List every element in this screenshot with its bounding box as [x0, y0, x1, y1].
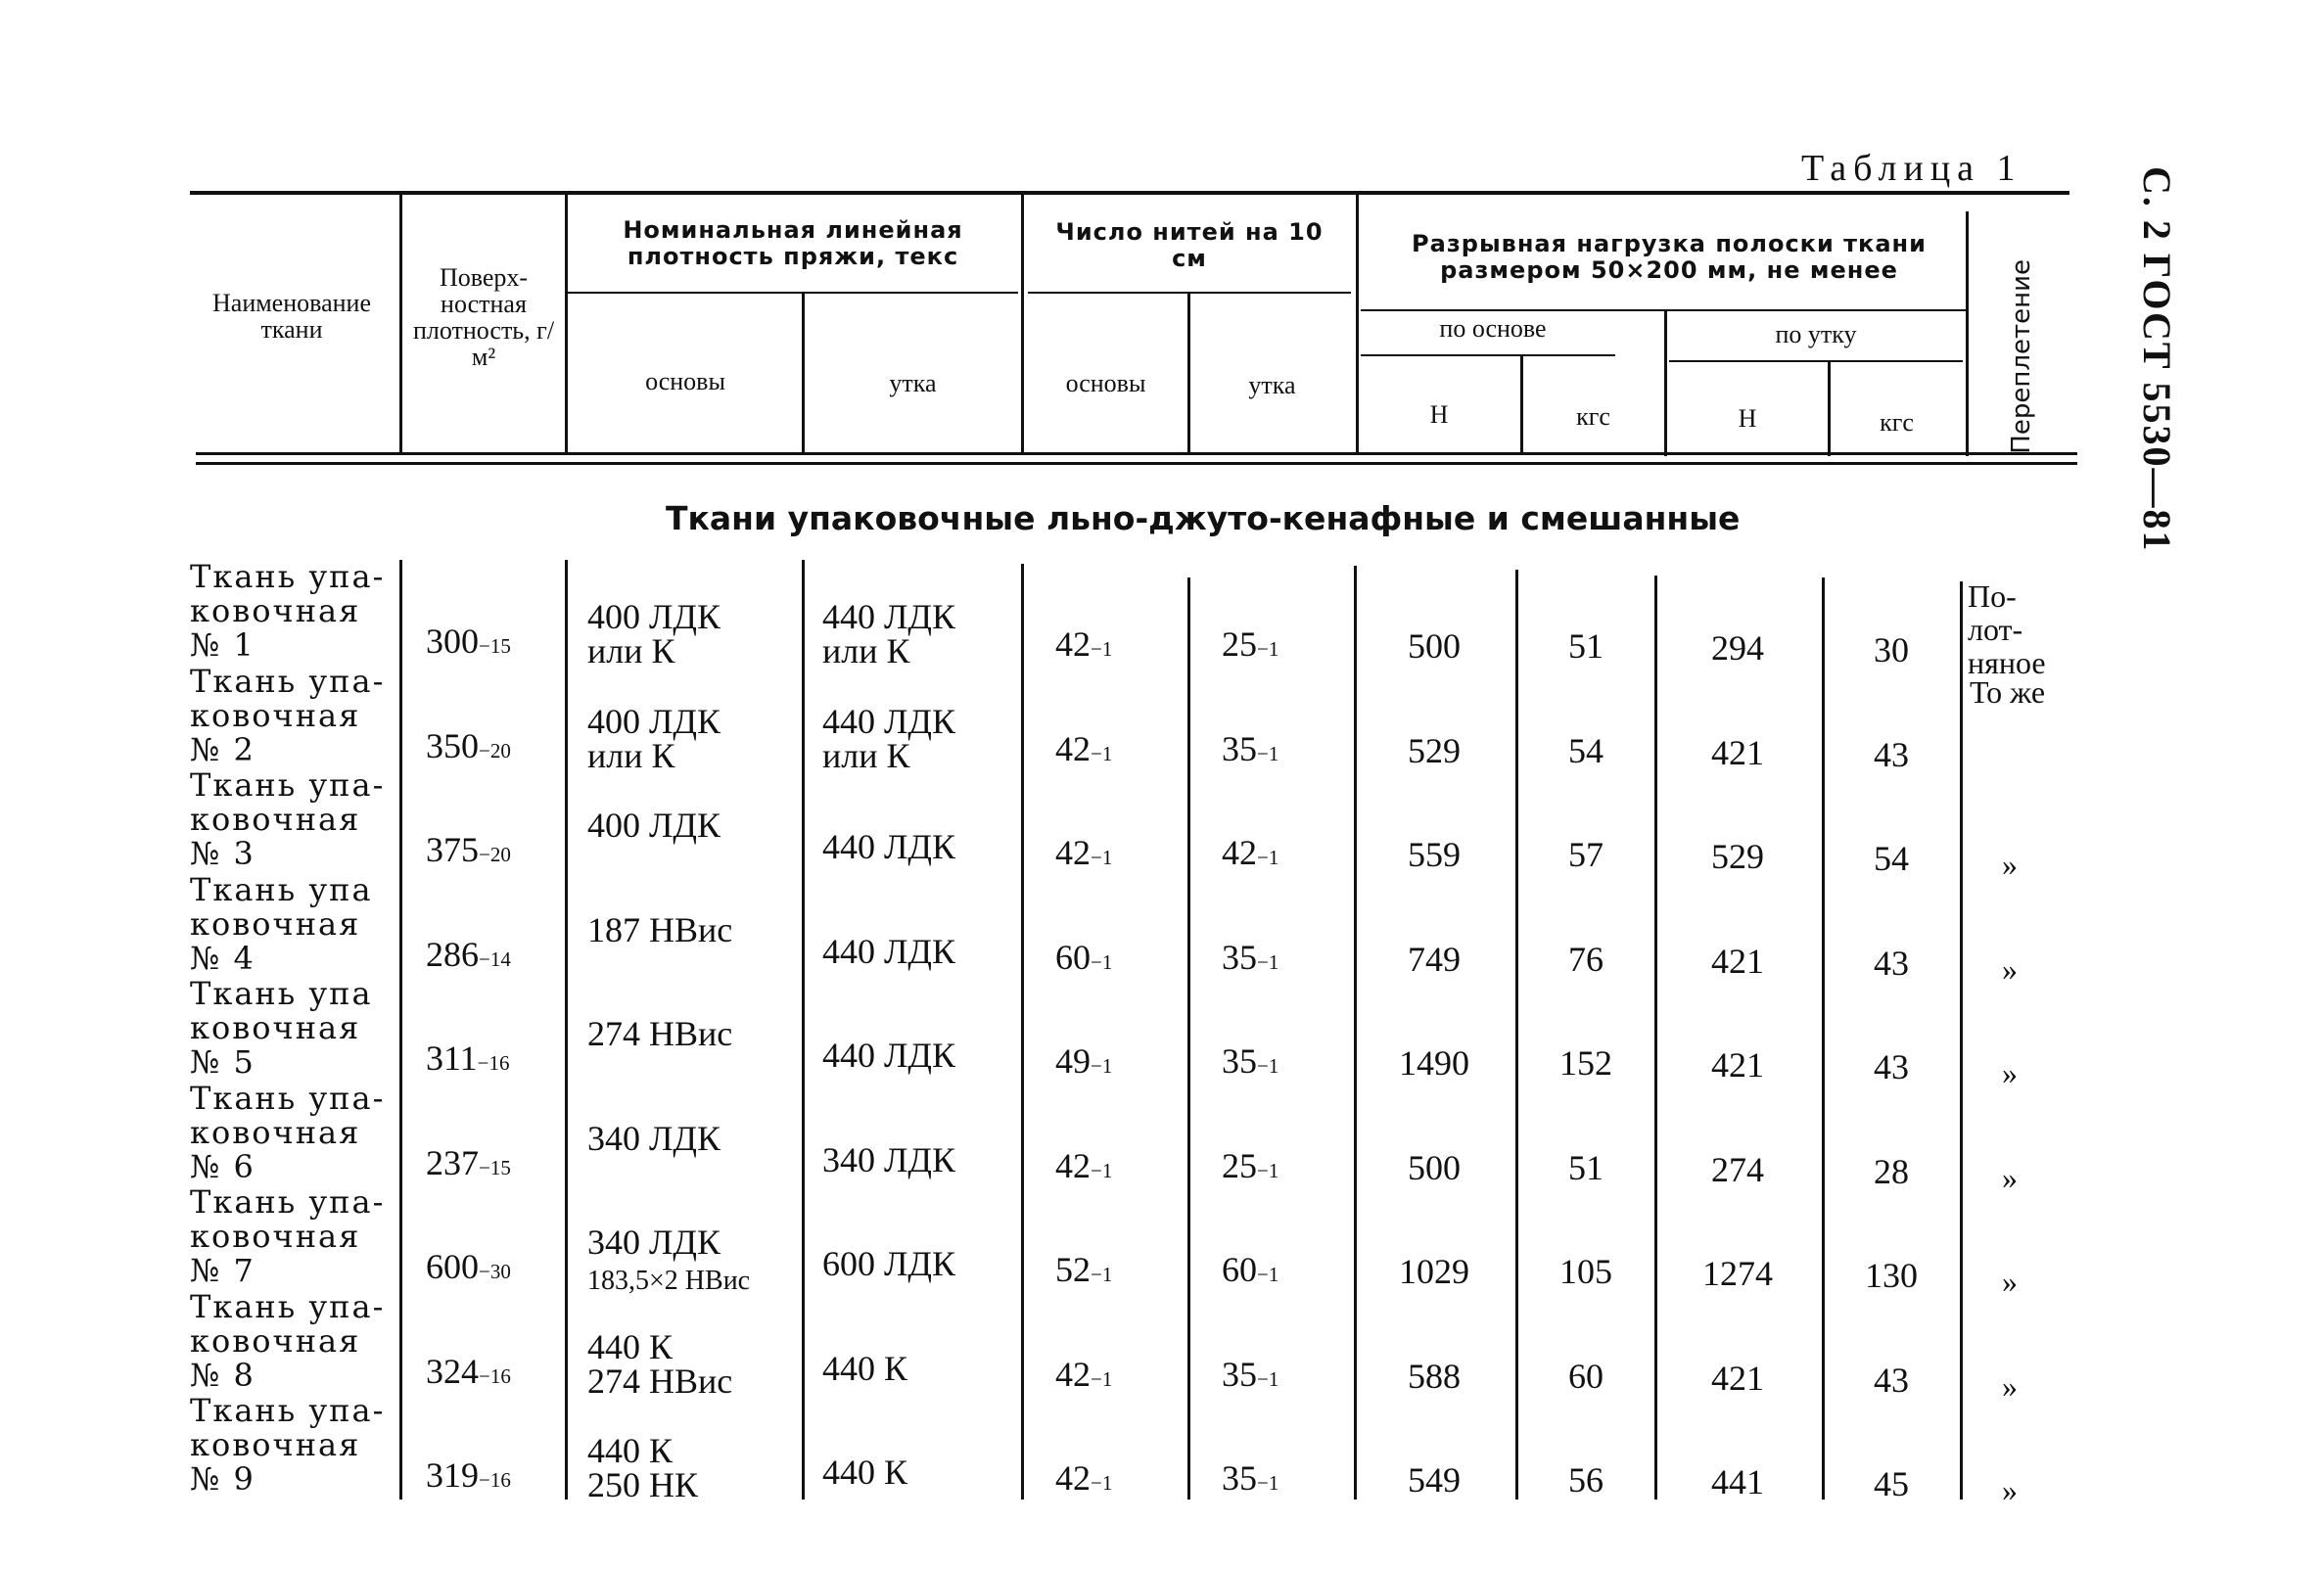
load-warp-n: 588	[1408, 1356, 1461, 1396]
weave-type-line: лот-	[1968, 612, 2023, 647]
load-weft-kgs: 130	[1865, 1256, 1918, 1295]
fabric-name-line3: № 8	[190, 1356, 256, 1394]
threads-warp-value: 49	[1055, 1041, 1091, 1081]
threads-weft-value: 60	[1222, 1250, 1257, 1289]
load-weft-n: 421	[1711, 1358, 1764, 1398]
surface-density-tolerance: −14	[479, 947, 511, 971]
threads-weft	[1222, 1043, 1278, 1084]
threads-warp-value: 42	[1055, 1458, 1091, 1498]
warp-yarn-line1: 187 НВис	[587, 909, 733, 949]
header-weft: утка	[889, 369, 937, 397]
surface-density-value: 300	[426, 622, 479, 661]
load-warp-n: 549	[1408, 1460, 1461, 1500]
header-kgs-warp: кгс	[1576, 402, 1610, 431]
header-vline	[1520, 356, 1523, 454]
header-breaking-load: Разрывная нагрузка полоски ткани размером 50×200 мм, не менее	[1412, 230, 1927, 284]
threads-warp-tolerance: −1	[1091, 1471, 1113, 1495]
surface-density-value: 311	[426, 1039, 478, 1078]
header-vline	[399, 194, 402, 452]
threads-weft-value: 35	[1222, 1458, 1257, 1498]
threads-weft-tolerance: −1	[1257, 1366, 1279, 1391]
load-warp-kgs: 60	[1568, 1356, 1604, 1396]
threads-weft	[1222, 626, 1278, 667]
header-vline	[1828, 362, 1831, 456]
threads-warp	[1055, 626, 1112, 667]
header-density: Поверх-ностная плотность, г/м²	[412, 263, 555, 371]
fabric-name-line2: ковочная	[190, 1113, 361, 1151]
surface-density-tolerance: −15	[479, 1155, 511, 1179]
fabric-name-line1: Ткань упа-	[190, 662, 386, 700]
header-vline	[802, 294, 805, 452]
header-bottom-rule-2	[196, 462, 2077, 465]
header-threads: Число нитей на 10 см	[1055, 218, 1324, 272]
weft-yarn-line1: 440 ЛДК	[822, 931, 955, 971]
threads-warp	[1055, 1145, 1113, 1188]
load-weft-n: 421	[1711, 1045, 1764, 1085]
header-by-warp: по основе	[1439, 314, 1547, 343]
threads-weft-tolerance: −1	[1257, 846, 1279, 869]
fabric-name-line2: ковочная	[190, 1218, 361, 1255]
load-warp-kgs: 51	[1568, 1147, 1604, 1187]
header-vline	[1187, 294, 1190, 452]
load-warp-kgs: 56	[1568, 1460, 1604, 1500]
threads-weft-value: 35	[1222, 937, 1257, 977]
surface-density-tolerance: −15	[479, 634, 511, 658]
weft-yarn-line2: или К	[822, 631, 910, 670]
threads-weft-value: 42	[1222, 833, 1257, 872]
threads-warp-tolerance: −1	[1091, 1054, 1113, 1078]
load-warp-n: 559	[1408, 835, 1461, 874]
surface-density	[426, 1249, 511, 1289]
surface-density	[426, 1351, 511, 1394]
header-by-weft: по утку	[1775, 320, 1857, 348]
load-warp-n: 1029	[1399, 1252, 1469, 1291]
fabric-name-line3: № 7	[190, 1252, 256, 1289]
fabric-name-line2: ковочная	[190, 696, 361, 734]
threads-weft-tolerance: −1	[1257, 741, 1279, 765]
load-warp-n: 529	[1408, 730, 1461, 770]
surface-density	[426, 1457, 511, 1498]
threads-warp-value: 42	[1055, 1354, 1091, 1394]
fabric-name-line1: Ткань упа-	[190, 558, 386, 595]
threads-warp-tolerance: −1	[1091, 846, 1113, 869]
header-n-weft: Н	[1738, 404, 1757, 433]
header-vline	[1664, 311, 1667, 456]
header-threads-warp: основы	[1065, 369, 1146, 397]
surface-density-tolerance: −20	[479, 738, 511, 762]
weave-type: »	[2002, 1472, 2018, 1507]
warp-yarn-line2: или К	[587, 735, 675, 775]
surface-density-tolerance: −16	[479, 1468, 511, 1492]
threads-warp	[1055, 937, 1113, 980]
table-row	[0, 1392, 2324, 1507]
fabric-name-line1: Ткань упа-	[190, 766, 386, 804]
table-row	[0, 558, 2324, 680]
fabric-name-line2: ковочная	[190, 592, 361, 629]
section-title: Ткани упаковочные льно-джуто-кенафные и смешанные	[666, 499, 1741, 537]
header-weave: Переплетение	[2007, 259, 2036, 454]
threads-warp	[1055, 1252, 1112, 1292]
weave-type: »	[2002, 847, 2018, 882]
weave-type: »	[2002, 1264, 2018, 1299]
weft-yarn-line1: 340 ЛДК	[822, 1139, 955, 1179]
fabric-name-line3: № 1	[190, 626, 256, 664]
threads-weft	[1222, 1145, 1279, 1188]
warp-yarn-line1: 340 ЛДК	[587, 1118, 720, 1158]
surface-density	[426, 1040, 510, 1081]
weft-yarn-line1: 440 ЛДК	[822, 701, 955, 741]
warp-yarn-line1: 400 ЛДК	[587, 701, 720, 741]
load-weft-kgs: 30	[1874, 630, 1909, 670]
surface-density-value: 286	[426, 934, 479, 974]
header-kgs-weft: кгс	[1880, 408, 1914, 437]
load-warp-kgs: 54	[1568, 730, 1604, 770]
surface-density-value: 600	[426, 1247, 479, 1286]
threads-warp	[1055, 728, 1113, 771]
weave-type: »	[2002, 1159, 2018, 1195]
load-warp-kgs: 152	[1559, 1043, 1612, 1083]
threads-warp	[1055, 835, 1112, 875]
load-weft-kgs: 43	[1874, 734, 1909, 774]
header-warp: основы	[645, 367, 725, 395]
threads-warp-tolerance: −1	[1091, 741, 1113, 765]
fabric-name-line3: № 4	[190, 939, 256, 977]
fabric-name-line3: № 3	[190, 835, 256, 872]
threads-weft-tolerance: −1	[1257, 1471, 1279, 1495]
load-warp-kgs: 57	[1568, 835, 1604, 874]
load-weft-n: 1274	[1702, 1254, 1773, 1293]
load-warp-n: 749	[1408, 939, 1461, 979]
threads-warp-value: 42	[1055, 624, 1091, 664]
fabric-name-line2: ковочная	[190, 1426, 361, 1463]
surface-density-tolerance: −30	[479, 1260, 511, 1283]
load-weft-kgs: 28	[1874, 1151, 1909, 1191]
fabric-name-line1: Ткань упа-	[190, 1287, 386, 1325]
header-bottom-rule	[196, 452, 2077, 455]
fabric-name-line1: Ткань упа-	[190, 1392, 386, 1429]
load-weft-kgs: 43	[1874, 1047, 1909, 1086]
load-weft-n: 274	[1711, 1149, 1764, 1189]
load-warp-kgs: 51	[1568, 626, 1604, 666]
header-threads-weft: утка	[1248, 371, 1296, 399]
header-vline	[1356, 194, 1359, 454]
weft-yarn-line1: 440 ЛДК	[822, 597, 955, 636]
fabric-name-line1: Ткань упа-	[190, 1079, 386, 1117]
threads-warp-value: 42	[1055, 728, 1091, 768]
threads-weft-value: 25	[1222, 1145, 1257, 1185]
surface-density	[426, 623, 511, 664]
table-row	[0, 766, 2324, 882]
table-title: Таблица 1	[1801, 148, 2022, 189]
fabric-name-line3: № 9	[190, 1460, 256, 1498]
weft-yarn-line1: 440 ЛДК	[822, 1036, 955, 1075]
fabric-name-line1: Ткань упа-	[190, 1183, 386, 1221]
threads-weft	[1222, 835, 1278, 875]
threads-warp	[1055, 1043, 1112, 1084]
header-n-warp: Н	[1429, 400, 1449, 429]
fabric-name-line2: ковочная	[190, 801, 361, 838]
surface-density-value: 319	[426, 1455, 479, 1495]
load-weft-n: 294	[1711, 628, 1764, 668]
table-row	[0, 1079, 2324, 1195]
threads-weft-tolerance: −1	[1257, 949, 1279, 974]
threads-warp-value: 42	[1055, 833, 1091, 872]
table-row	[0, 1183, 2324, 1299]
header-name: Наименование ткани	[212, 289, 371, 344]
weft-yarn-line1: 440 К	[822, 1453, 908, 1492]
table-row	[0, 870, 2324, 987]
threads-weft-tolerance: −1	[1257, 637, 1279, 661]
header-vline	[565, 194, 568, 452]
threads-weft-value: 25	[1222, 624, 1257, 664]
threads-warp-tolerance: −1	[1091, 637, 1113, 661]
load-weft-n: 421	[1711, 732, 1764, 772]
weave-type: То же	[1970, 673, 2046, 710]
load-weft-n: 421	[1711, 941, 1764, 981]
weave-type: »	[2002, 950, 2018, 987]
weave-type: »	[2002, 1367, 2018, 1404]
load-weft-kgs: 43	[1874, 1360, 1909, 1400]
linear-density-rule	[568, 292, 1018, 294]
fabric-name-line1: Ткань упа	[190, 870, 373, 908]
surface-density-value: 237	[426, 1142, 479, 1182]
weave-type-line: По-	[1968, 578, 2017, 614]
load-warp-kgs: 76	[1568, 939, 1604, 979]
threads-weft	[1222, 937, 1279, 980]
surface-density	[426, 934, 511, 977]
table-row	[0, 975, 2324, 1090]
weave-type-line: няное	[1968, 645, 2046, 680]
threads-weft-value: 35	[1222, 728, 1257, 768]
warp-yarn-line2: 250 НК	[587, 1465, 699, 1504]
by-warp-rule	[1361, 354, 1615, 356]
warp-yarn-line2: 274 НВис	[587, 1361, 733, 1401]
load-warp-n: 500	[1408, 626, 1461, 666]
threads-warp-tolerance: −1	[1091, 1158, 1113, 1182]
threads-weft	[1222, 1354, 1279, 1397]
fabric-name-line2: ковочная	[190, 904, 361, 943]
threads-warp-tolerance: −1	[1091, 1366, 1113, 1391]
surface-density	[426, 832, 511, 872]
threads-weft-tolerance: −1	[1257, 1263, 1279, 1286]
fabric-name-line2: ковочная	[190, 1009, 361, 1046]
threads-warp	[1055, 1354, 1113, 1397]
warp-yarn-line1: 440 К	[587, 1326, 674, 1366]
load-weft-kgs: 43	[1874, 943, 1909, 983]
load-warp-n: 500	[1408, 1147, 1461, 1187]
threads-warp-tolerance: −1	[1091, 949, 1113, 974]
fabric-name-line1: Ткань упа	[190, 975, 373, 1012]
weft-yarn-line1: 440 ЛДК	[822, 827, 955, 866]
surface-density-tolerance: −20	[479, 843, 511, 866]
header-linear-density: Номинальная линейная плотность пряжи, текс	[623, 216, 963, 270]
header-top-rule	[190, 191, 2069, 195]
fabric-name-line3: № 2	[190, 730, 256, 768]
threads-weft	[1222, 1252, 1278, 1292]
warp-yarn-line1: 400 ЛДК	[587, 597, 720, 636]
weft-yarn-line1: 600 ЛДК	[822, 1244, 955, 1283]
fabric-name-line2: ковочная	[190, 1321, 361, 1360]
threads-warp	[1055, 1460, 1112, 1501]
load-warp-kgs: 105	[1559, 1252, 1612, 1291]
table-row	[0, 1287, 2324, 1404]
warp-yarn-line1: 440 К	[587, 1431, 674, 1470]
load-weft-kgs: 54	[1874, 839, 1909, 878]
warp-yarn-line2: или К	[587, 631, 675, 670]
surface-density-value: 324	[426, 1351, 479, 1391]
warp-yarn-line1: 400 ЛДК	[587, 806, 720, 845]
load-weft-n: 441	[1711, 1462, 1764, 1501]
threads-weft	[1222, 1460, 1278, 1501]
threads-weft	[1222, 728, 1279, 771]
load-weft-kgs: 45	[1874, 1464, 1909, 1503]
threads-warp-value: 52	[1055, 1250, 1091, 1289]
weave-type: »	[2002, 1055, 2018, 1090]
threads-weft-value: 35	[1222, 1354, 1257, 1394]
load-weft-n: 529	[1711, 837, 1764, 876]
header-vline	[1021, 194, 1024, 452]
surface-density-tolerance: −16	[479, 1363, 511, 1388]
threads-warp-value: 42	[1055, 1145, 1091, 1185]
surface-density-tolerance: −16	[477, 1051, 510, 1075]
weft-yarn-line2: или К	[822, 735, 910, 775]
threads-warp-tolerance: −1	[1091, 1263, 1113, 1286]
header-vline	[1966, 211, 1969, 456]
by-weft-rule	[1669, 360, 1963, 362]
load-warp-n: 1490	[1399, 1043, 1469, 1083]
threads-weft-value: 35	[1222, 1041, 1257, 1081]
warp-yarn-line1: 340 ЛДК	[587, 1223, 720, 1262]
threads-weft-tolerance: −1	[1257, 1158, 1279, 1182]
surface-density-value: 350	[426, 725, 479, 765]
threads-weft-tolerance: −1	[1257, 1054, 1279, 1078]
threads-warp-value: 60	[1055, 937, 1091, 977]
page-label: С. 2 ГОСТ 5530—81	[2135, 166, 2179, 553]
surface-density	[426, 1142, 511, 1185]
fabric-name-line3: № 5	[190, 1043, 256, 1081]
fabric-name-line3: № 6	[190, 1147, 256, 1185]
warp-yarn-line1: 274 НВис	[587, 1014, 733, 1053]
weft-yarn-line1: 440 К	[822, 1348, 908, 1388]
surface-density	[426, 725, 511, 768]
warp-yarn-line2: 183,5×2 НВис	[587, 1266, 751, 1296]
surface-density-value: 375	[426, 830, 479, 869]
